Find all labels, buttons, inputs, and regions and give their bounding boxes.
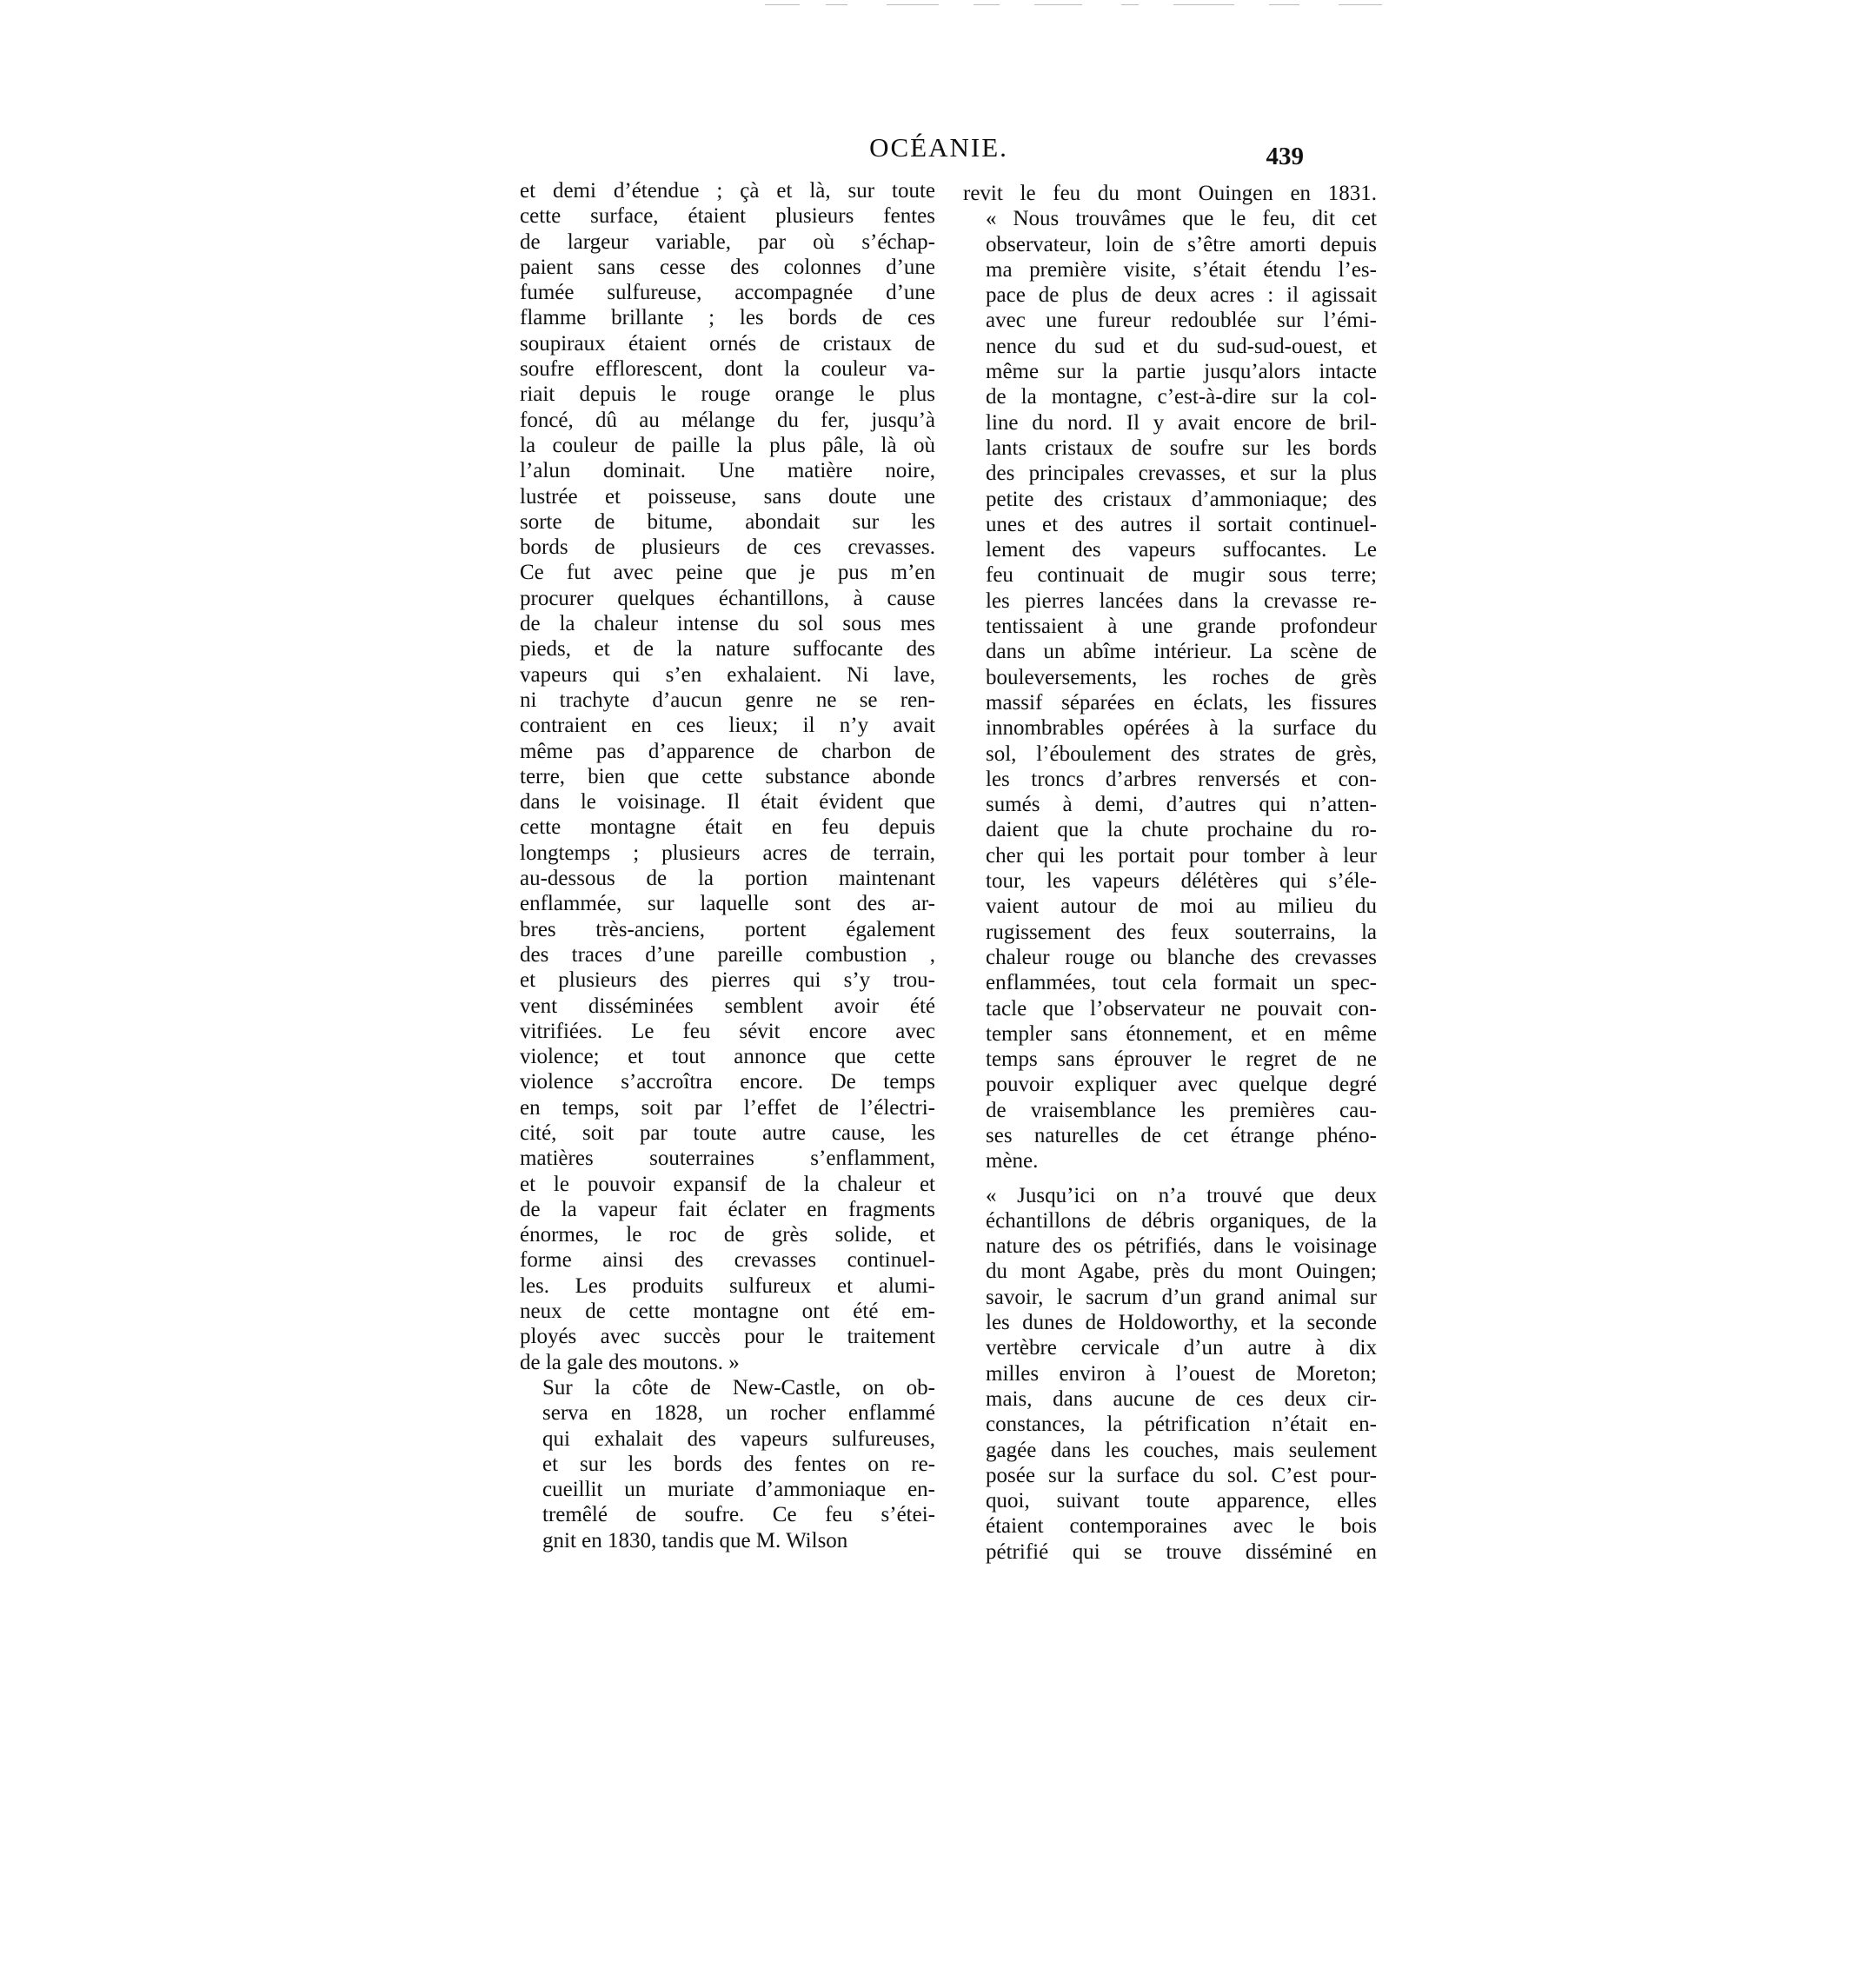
text-line: unes et des autres il sortait continuel- [986,512,1377,536]
text-line: de largeur variable, par où s’échap- [520,229,935,254]
text-line: cher qui les portait pour tomber à leur [986,843,1377,868]
text-line: gnit en 1830, tandis que M. Wilson [542,1528,848,1553]
text-line: de la gale des moutons. » [520,1350,740,1374]
text-line: flamme brillante ; les bords de ces [520,306,935,330]
text-line: procurer quelques échantillons, à cause [520,586,935,610]
text-line: gagée dans les couches, mais seulement [986,1438,1377,1462]
text-line: serva en 1828, un rocher enflammé [542,1401,935,1426]
text-line: ployés avec succès pour le traitement [520,1325,935,1349]
text-line: étaient contemporaines avec le bois [986,1514,1377,1539]
text-line: avec une fureur redoublée sur l’émi- [986,309,1377,333]
text-line: les troncs d’arbres renversés et con- [986,767,1377,791]
text-line: nature des os pétrifiés, dans le voisinage [986,1234,1377,1259]
text-line: sol, l’éboulement des strates de grès, [986,741,1377,766]
text-line: et le pouvoir expansif de la chaleur et [520,1172,935,1196]
text-line: bords de plusieurs de ces crevasses. [520,535,935,560]
text-line: de la vapeur fait éclater en fragments [520,1197,935,1221]
text-line: foncé, dû au mélange du fer, jusqu’à [520,408,935,432]
text-line: vent disséminées semblent avoir été [520,994,935,1018]
text-line: les dunes de Holdoworthy, et la seconde [986,1311,1377,1335]
text-line: rugissement des feux souterrains, la [986,920,1377,944]
text-line: chaleur rouge ou blanche des crevasses [986,945,1377,969]
text-line: sumés à demi, d’autres qui n’atten- [986,793,1377,817]
text-line: neux de cette montagne ont été em- [520,1300,935,1324]
text-line: observateur, loin de s’être amorti depuis [986,232,1377,256]
text-line: sorte de bitume, abondait sur les [520,509,935,534]
text-line: contraient en ces lieux; il n’y avait [520,714,935,738]
text-line: massif séparées en éclats, les fissures [986,690,1377,715]
text-line: cette montagne était en feu depuis [520,815,935,840]
text-line: cueillit un muriate d’ammoniaque en- [542,1478,935,1502]
text-line: des principales crevasses, et sur la plus [986,462,1377,486]
text-line: même pas d’apparence de charbon de [520,739,935,763]
text-line: Sur la côte de New-Castle, on ob- [542,1375,935,1400]
text-line: templer sans étonnement, et en même [986,1021,1377,1046]
text-line: mais, dans aucune de ces deux cir- [986,1386,1377,1411]
text-line: cette surface, étaient plusieurs fentes [520,204,935,229]
right-paragraph-2 [963,206,1377,1174]
text-line: vertèbre cervicale d’un autre à dix [986,1336,1377,1360]
text-line: les. Les produits sulfureux et alumi- [520,1273,935,1298]
text-line: fumée sulfureuse, accompagnée d’une [520,281,935,305]
text-line: petite des cristaux d’ammoniaque; des [986,487,1377,511]
text-line: matières souterraines s’enflamment, [520,1147,935,1171]
text-line: soufre efflorescent, dont la couleur va- [520,357,935,382]
text-line: et demi d’étendue ; çà et là, sur toute [520,179,935,203]
text-line: vaient autour de moi au milieu du [986,894,1377,919]
right-paragraph-3 [963,1183,1377,1565]
text-line: feu continuait de mugir sous terre; [986,563,1377,588]
text-line: violence s’accroîtra encore. De temps [520,1070,935,1094]
text-line: milles environ à l’ouest de Moreton; [986,1361,1377,1386]
text-line: pace de plus de deux acres : il agissait [986,283,1377,308]
text-line: dans le voisinage. Il était évident que [520,790,935,814]
text-line: tour, les vapeurs délétères qui s’éle- [986,869,1377,894]
text-line: constances, la pétrification n’était en- [986,1413,1377,1437]
text-line: du mont Agabe, près du mont Ouingen; [986,1260,1377,1284]
left-column [520,178,935,1553]
text-line: daient que la chute prochaine du ro- [986,818,1377,842]
text-line: ses naturelles de cet étrange phéno- [986,1123,1377,1147]
text-line: mène. [986,1149,1039,1174]
text-line: innombrables opérées à la surface du [986,716,1377,741]
text-line: pétrifié qui se trouve disséminé en [986,1539,1377,1564]
text-line: en temps, soit par l’effet de l’électri- [520,1095,935,1120]
text-line: temps sans éprouver le regret de ne [986,1047,1377,1072]
page-number: 439 [1266,143,1304,170]
text-line: bouleversements, les roches de grès [986,665,1377,689]
text-line: tacle que l’observateur ne pouvait con- [986,996,1377,1021]
text-line: vitrifiées. Le feu sévit encore avec [520,1019,935,1043]
text-line: pieds, et de la nature suffocante des [520,637,935,662]
text-line: soupiraux étaient ornés de cristaux de [520,331,935,356]
text-line: enflammée, sur laquelle sont des ar- [520,892,935,916]
running-title: OCÉANIE. [869,132,1008,163]
text-line: Ce fut avec peine que je pus m’en [520,561,935,585]
text-line: riait depuis le rouge orange le plus [520,382,935,407]
text-line: pouvoir expliquer avec quelque degré [986,1073,1377,1097]
text-line: et plusieurs des pierres qui s’y trou- [520,968,935,993]
text-line: line du nord. Il y avait encore de bril- [986,410,1377,435]
text-line: bres très-anciens, portent également [520,917,935,941]
text-line: savoir, le sacrum d’un grand animal sur [986,1285,1377,1309]
text-line: l’alun dominait. Une matière noire, [520,459,935,483]
text-line: paient sans cesse des colonnes d’une [520,255,935,279]
text-line: longtemps ; plusieurs acres de terrain, [520,841,935,865]
text-line: même sur la partie jusqu’alors intacte [986,360,1377,384]
text-line: enflammées, tout cela formait un spec- [986,971,1377,995]
text-line: échantillons de débris organiques, de la [986,1208,1377,1233]
text-line: posée sur la surface du sol. C’est pour- [986,1463,1377,1487]
text-line: « Jusqu’ici on n’a trouvé que deux [986,1183,1377,1207]
text-line: « Nous trouvâmes que le feu, dit cet [986,207,1377,231]
text-line: et sur les bords des fentes on re- [542,1452,935,1476]
text-line: cité, soit par toute autre cause, les [520,1120,935,1145]
text-line: qui exhalait des vapeurs sulfureuses, [542,1426,935,1451]
text-line: ma première visite, s’était étendu l’es- [986,257,1377,282]
text-line: forme ainsi des crevasses continuel- [520,1248,935,1273]
right-column [963,178,1377,1565]
text-line: revit le feu du mont Ouingen en 1831. [963,182,1377,205]
text-line: lants cristaux de soufre sur les bords [986,435,1377,460]
text-line: énormes, le roc de grès solide, et [520,1223,935,1247]
text-line: les pierres lancées dans la crevasse re- [986,588,1377,613]
text-line: des traces d’une pareille combustion , [520,942,935,967]
text-line: lement des vapeurs suffocantes. Le [986,538,1377,562]
left-paragraph-1 [520,178,935,1375]
text-line: tentissaient à une grande profondeur [986,615,1377,639]
left-paragraph-2 [520,1375,935,1553]
text-line: la couleur de paille la plus pâle, là où [520,433,935,457]
scan-edge-marks [748,0,1443,12]
text-line: vapeurs qui s’en exhalaient. Ni lave, [520,662,935,687]
text-line: tremêlé de soufre. Ce feu s’étei- [542,1503,935,1527]
text-line: quoi, suivant toute apparence, elles [986,1489,1377,1513]
text-line: terre, bien que cette substance abonde [520,764,935,788]
text-line: au-dessous de la portion maintenant [520,867,935,891]
text-line: nence du sud et du sud-sud-ouest, et [986,334,1377,358]
text-line: de vraisemblance les premières cau- [986,1098,1377,1122]
right-paragraph-1 [963,181,1377,206]
text-line: lustrée et poisseuse, sans doute une [520,484,935,509]
text-line: dans un abîme intérieur. La scène de [986,640,1377,664]
text-line: violence; et tout annonce que cette [520,1045,935,1069]
text-line: de la chaleur intense du sol sous mes [520,612,935,636]
text-line: de la montagne, c’est-à-dire sur la col- [986,385,1377,409]
text-line: ni trachyte d’aucun genre ne se ren- [520,688,935,712]
